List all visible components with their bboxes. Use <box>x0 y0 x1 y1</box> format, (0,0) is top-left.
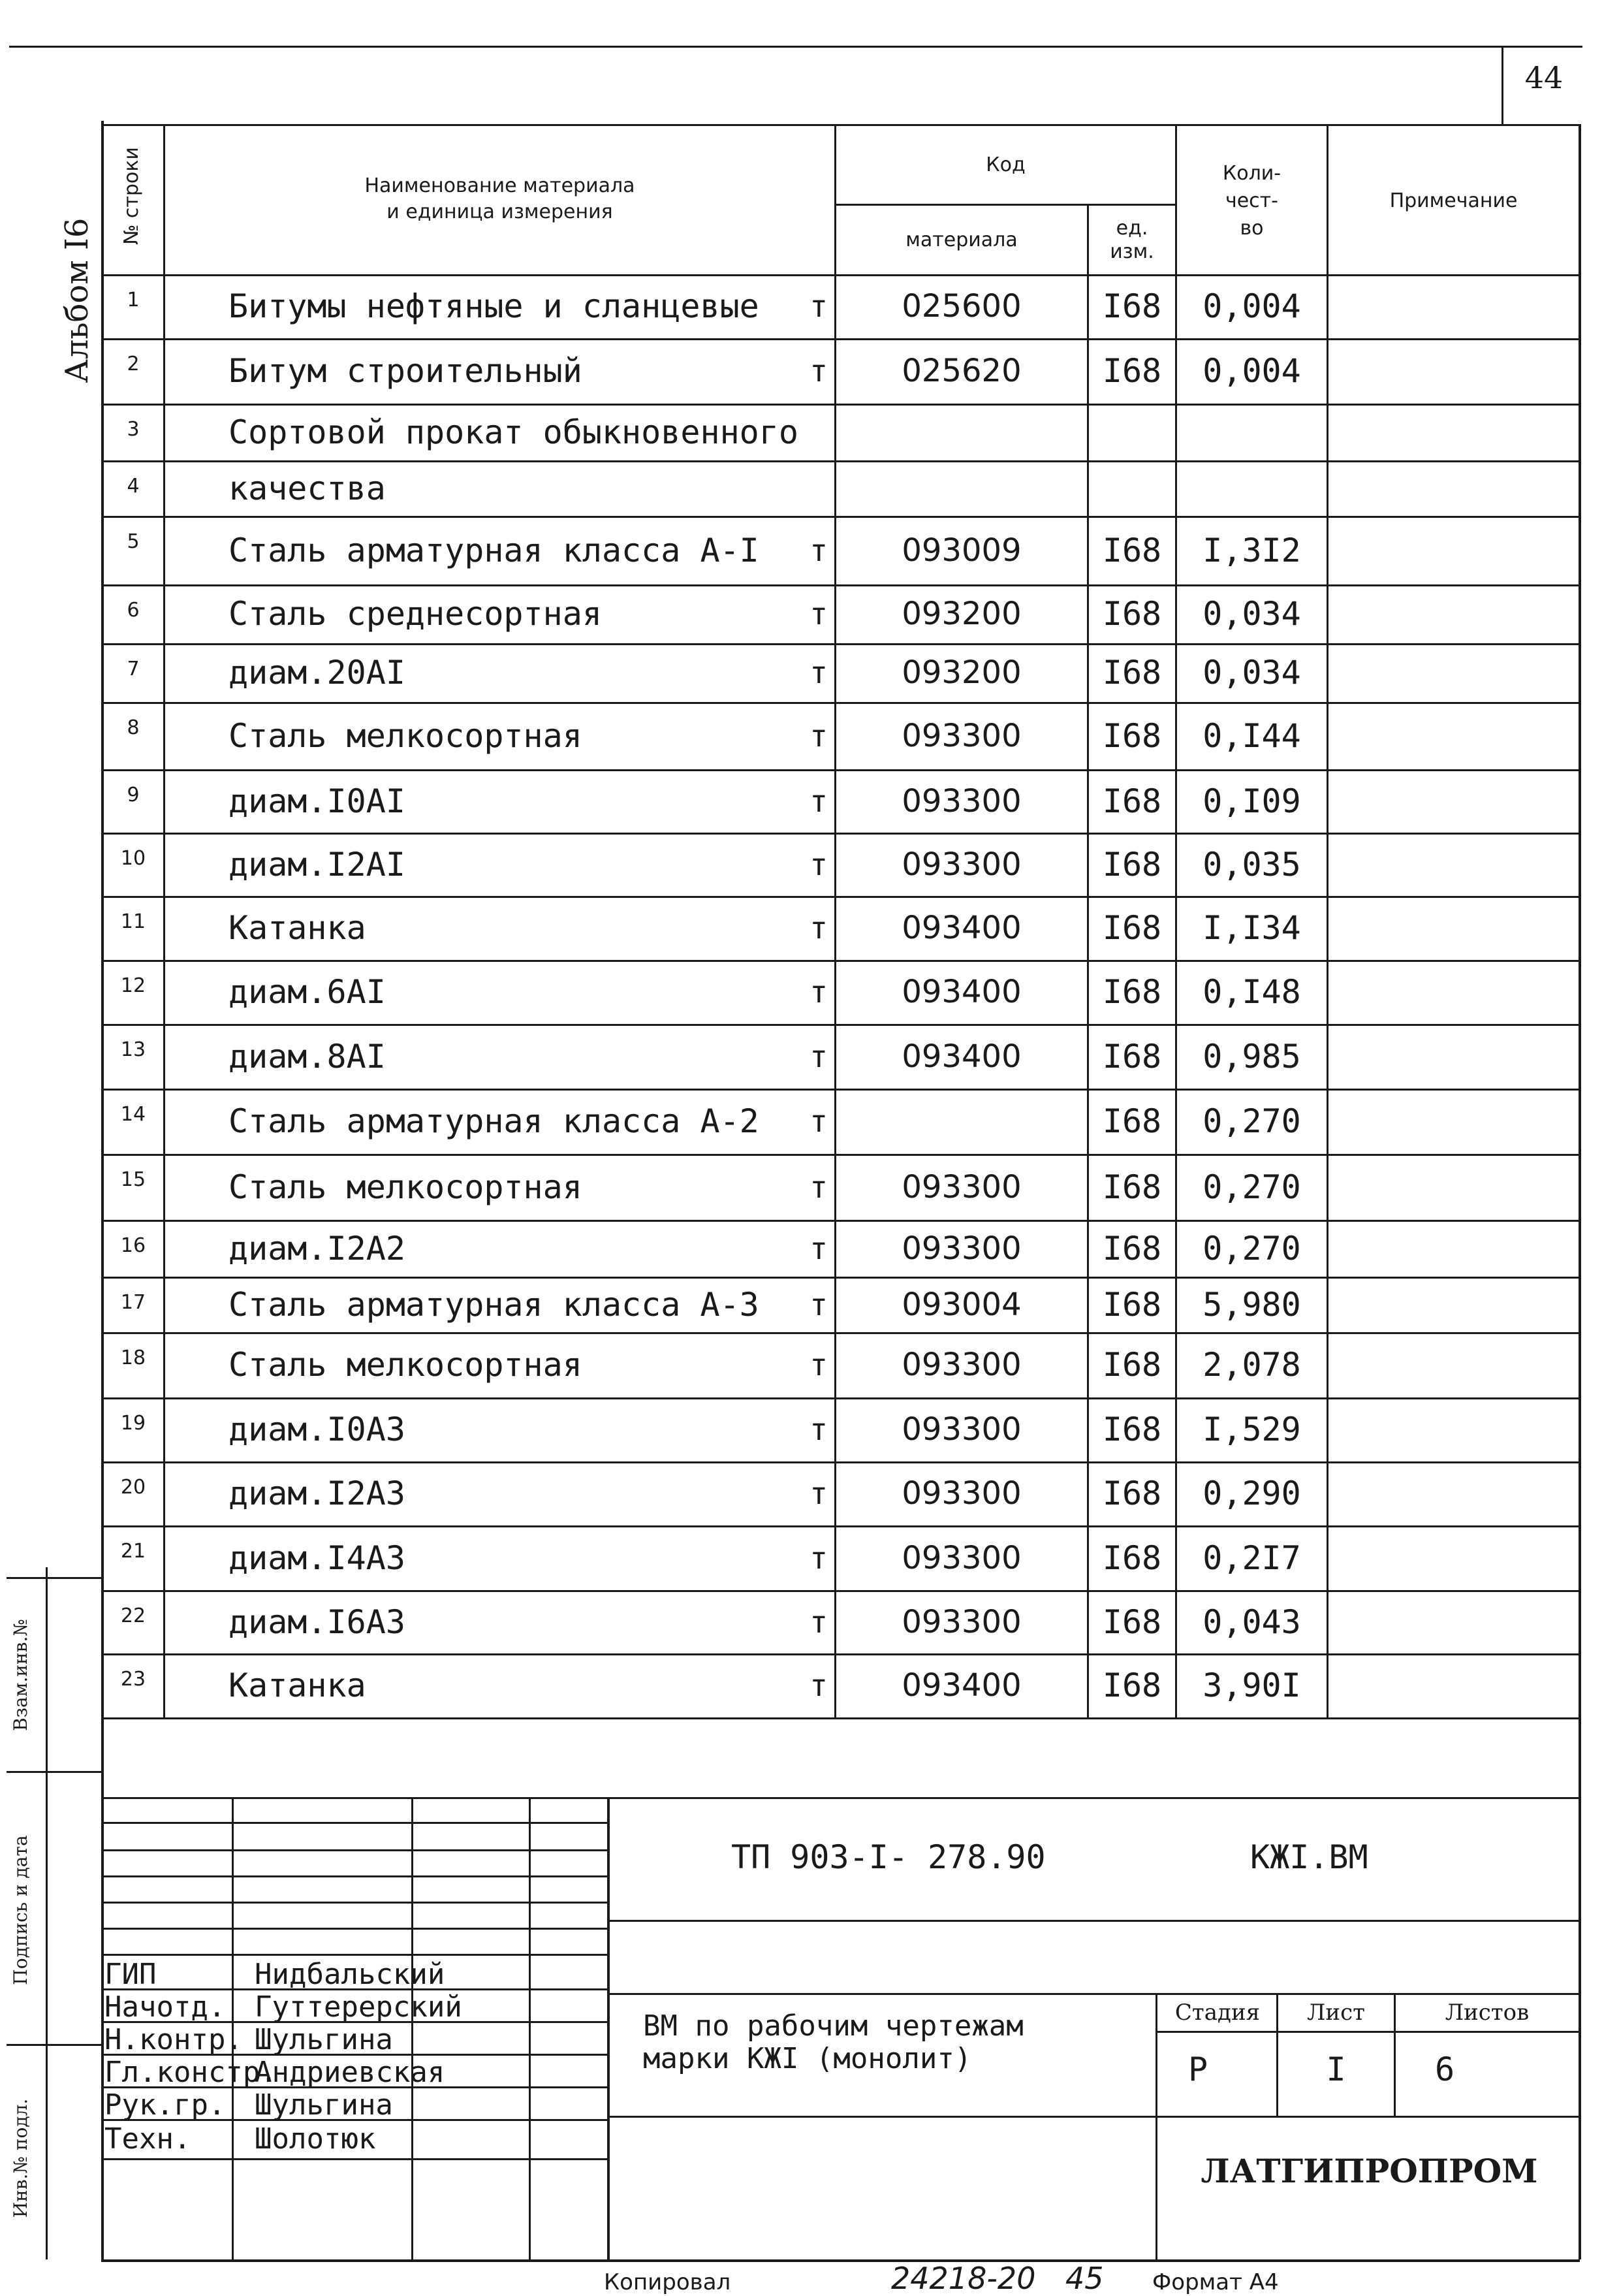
tb-doc-code-bottom <box>607 1920 1580 1922</box>
material-name: Катанка <box>228 1666 366 1704</box>
unit-of-measure: т <box>810 1104 828 1139</box>
unit-code: I68 <box>1102 1666 1162 1704</box>
unit-of-measure: т <box>810 532 828 568</box>
material-name: диам.6АI <box>228 973 386 1011</box>
row-number: 7 <box>127 658 140 680</box>
material-name: диам.I0А3 <box>228 1411 405 1448</box>
row-number: 4 <box>127 475 140 498</box>
archive-number: 24218-20 <box>891 2261 1036 2296</box>
row-number: 21 <box>120 1540 146 1563</box>
unit-code: I68 <box>1102 1102 1162 1140</box>
row-number: 12 <box>120 974 146 997</box>
quantity: 0,I48 <box>1202 973 1301 1011</box>
material-code: 025620 <box>902 353 1022 389</box>
quantity: 0,035 <box>1202 845 1301 884</box>
signature-name: Шульгина <box>255 2023 393 2056</box>
material-code: 093400 <box>902 1038 1022 1075</box>
row-number: 15 <box>120 1168 146 1191</box>
material-code: 093300 <box>902 1475 1022 1512</box>
quantity: I,3I2 <box>1202 531 1301 569</box>
quantity: 0,I09 <box>1202 782 1301 820</box>
tb-row-12 <box>101 2158 607 2160</box>
sheets-label: Листов <box>1445 2000 1530 2026</box>
material-code: 093300 <box>902 1539 1022 1576</box>
unit-code: I68 <box>1102 909 1162 947</box>
unit-code <box>1089 404 1175 460</box>
unit-of-measure: т <box>810 289 828 324</box>
unit-code: I68 <box>1102 1037 1162 1076</box>
material-name: Сталь арматурная класса А-I <box>228 531 759 569</box>
row-number: 14 <box>120 1103 146 1126</box>
header-name <box>165 127 834 271</box>
quantity: 3,90I <box>1202 1666 1301 1704</box>
tb-bottom-line <box>101 2259 1580 2262</box>
material-name: диам.I4А3 <box>228 1539 405 1577</box>
unit-of-measure: т <box>810 1668 828 1703</box>
quantity: 0,270 <box>1202 1229 1301 1268</box>
quantity: 0,985 <box>1202 1037 1301 1076</box>
material-code: 093300 <box>902 1603 1022 1640</box>
row-number: 13 <box>120 1038 146 1061</box>
material-code <box>836 404 1087 460</box>
material-name: диам.8АI <box>228 1037 386 1076</box>
unit-code: I68 <box>1102 973 1162 1011</box>
signature-role: Рук.гр. <box>104 2088 226 2122</box>
tb-row-2 <box>101 1849 607 1851</box>
material-name: диам.I0АI <box>228 782 405 820</box>
margin-div-2 <box>7 1771 101 1773</box>
table-top-line <box>101 124 1580 126</box>
material-code: 093400 <box>902 1667 1022 1704</box>
tb-row-3 <box>101 1875 607 1877</box>
row-number: 1 <box>127 289 140 311</box>
margin-div-1 <box>7 1577 101 1579</box>
material-name: качества <box>228 469 386 507</box>
unit-code: I68 <box>1102 531 1162 569</box>
material-name: Битум строительный <box>228 352 582 390</box>
tb-row-4 <box>101 1902 607 1904</box>
unit-code: I68 <box>1102 1285 1162 1324</box>
unit-of-measure: т <box>810 718 828 754</box>
stage-value: Р <box>1187 2050 1208 2088</box>
unit-code: I68 <box>1102 352 1162 390</box>
material-code: 093004 <box>902 1286 1022 1323</box>
quantity <box>1177 460 1327 516</box>
material-name: Сталь среднесортная <box>228 595 602 633</box>
row-number: 19 <box>120 1412 146 1435</box>
material-name: диам.I6А3 <box>228 1602 405 1641</box>
sheet-value: I <box>1326 2050 1346 2088</box>
page-number: 44 <box>1524 60 1564 95</box>
signature-role: Техн. <box>104 2122 191 2156</box>
quantity: 0,004 <box>1202 287 1301 325</box>
archive-sheet-number: 45 <box>1065 2261 1104 2296</box>
unit-of-measure: т <box>810 910 828 946</box>
tb-row-5 <box>101 1928 607 1930</box>
signature-name: Андриевская <box>255 2056 445 2089</box>
quantity: I,I34 <box>1202 909 1301 947</box>
unit-of-measure: т <box>810 353 828 389</box>
unit-of-measure: т <box>810 596 828 631</box>
title-block-top-line <box>101 1797 1580 1799</box>
table-bottom-line <box>101 1717 1580 1719</box>
unit-code: I68 <box>1102 1539 1162 1577</box>
quantity: 0,290 <box>1202 1475 1301 1512</box>
unit-code: I68 <box>1102 716 1162 755</box>
row-number: 22 <box>120 1604 146 1627</box>
material-name: Сталь мелкосортная <box>228 716 582 755</box>
unit-code: I68 <box>1102 1229 1162 1268</box>
tb-desc-top <box>607 1993 1580 1995</box>
sheets-value: 6 <box>1434 2050 1455 2088</box>
unit-code: I68 <box>1102 654 1162 692</box>
tb-col-2 <box>411 1797 413 2259</box>
tb-desc-bottom <box>607 2116 1580 2118</box>
row-number: 2 <box>127 353 140 375</box>
header-code <box>836 127 1175 202</box>
header-code-text: Код <box>986 153 1026 176</box>
material-code: 093009 <box>902 532 1022 569</box>
material-name: Сортовой прокат обыкновенного <box>228 413 798 451</box>
material-code: 093300 <box>902 717 1022 754</box>
row-number: 17 <box>120 1291 146 1314</box>
material-name: диам.I2А2 <box>228 1229 405 1268</box>
material-name: Сталь арматурная класса А-2 <box>228 1102 759 1140</box>
tb-col-4 <box>607 1797 610 2259</box>
unit-of-measure: т <box>810 1230 828 1266</box>
signature-name: Гуттерерский <box>255 1990 462 2024</box>
album-label: Альбом I6 <box>59 217 95 383</box>
header-code-material <box>836 206 1087 274</box>
header-code-unit <box>1089 206 1175 274</box>
row-number: 5 <box>127 530 140 553</box>
quantity: 0,004 <box>1202 352 1301 390</box>
organization-name: ЛАТГИПРОПРОМ <box>1201 2152 1538 2190</box>
row-number: 23 <box>120 1668 146 1691</box>
unit-code: I68 <box>1102 287 1162 325</box>
material-code: 093300 <box>902 782 1022 820</box>
doc-description: ВМ по рабочим чертежам марки КЖI (монолит) <box>643 2009 1024 2075</box>
material-code: 093300 <box>902 1411 1022 1448</box>
margin-inv: Инв.№ подл. <box>10 2098 31 2218</box>
quantity: 0,2I7 <box>1202 1539 1301 1577</box>
unit-code <box>1089 460 1175 516</box>
unit-of-measure: т <box>810 974 828 1010</box>
material-name: Сталь арматурная класса А-3 <box>228 1285 759 1324</box>
unit-of-measure: т <box>810 846 828 882</box>
unit-of-measure: т <box>810 1347 828 1382</box>
material-name: диам.I2А3 <box>228 1475 405 1512</box>
material-code <box>836 1089 1087 1154</box>
signature-role: ГИП <box>104 1958 157 1991</box>
header-row-no: № строки <box>120 147 143 245</box>
signature-role: Н.контр. <box>104 2023 243 2056</box>
unit-code: I68 <box>1102 1602 1162 1641</box>
signature-role: Начотд. <box>104 1990 226 2024</box>
material-name: Сталь мелкосортная <box>228 1168 582 1206</box>
row-number: 10 <box>120 847 146 870</box>
material-code: 093300 <box>902 1347 1022 1383</box>
header-note <box>1328 127 1579 274</box>
unit-of-measure <box>770 460 834 516</box>
row-number: 16 <box>120 1234 146 1257</box>
page-number-box-line <box>1501 46 1503 124</box>
signature-name: Нидбальский <box>255 1958 445 1991</box>
header-quantity-text: Коли- чест- во <box>1222 161 1281 240</box>
unit-of-measure: т <box>810 655 828 690</box>
quantity: 0,270 <box>1202 1168 1301 1206</box>
unit-code: I68 <box>1102 1346 1162 1384</box>
row-number: 18 <box>120 1347 146 1369</box>
header-note-text: Примечание <box>1389 189 1518 212</box>
quantity: I,529 <box>1202 1411 1301 1448</box>
row-number: 11 <box>120 910 146 933</box>
format-label: Формат А4 <box>1152 2269 1279 2295</box>
unit-code: I68 <box>1102 595 1162 633</box>
row-number: 6 <box>127 599 140 622</box>
unit-of-measure: т <box>810 1604 828 1640</box>
quantity <box>1177 404 1327 460</box>
material-code: 093400 <box>902 974 1022 1010</box>
margin-podpis: Подпись и дата <box>10 1835 31 1985</box>
signature-role: Гл.констр. <box>104 2056 277 2089</box>
unit-of-measure: т <box>810 783 828 819</box>
material-code: 093200 <box>902 654 1022 691</box>
margin-strip-line <box>46 1567 48 2259</box>
quantity: 5,980 <box>1202 1285 1301 1324</box>
unit-code: I68 <box>1102 1475 1162 1512</box>
material-code: 093300 <box>902 1230 1022 1267</box>
unit-of-measure: т <box>810 1169 828 1205</box>
material-name: Сталь мелкосортная <box>228 1346 582 1384</box>
unit-code: I68 <box>1102 782 1162 820</box>
quantity: 0,I44 <box>1202 716 1301 755</box>
material-code: 025600 <box>902 288 1022 325</box>
material-code: 093400 <box>902 910 1022 946</box>
row-number: 9 <box>127 784 140 806</box>
material-code: 093300 <box>902 846 1022 883</box>
tb-stage-col <box>1155 1993 1157 2259</box>
row-number: 20 <box>120 1476 146 1499</box>
sheet-label: Лист <box>1307 2000 1365 2026</box>
row-number: 8 <box>127 716 140 739</box>
quantity: 2,078 <box>1202 1346 1301 1384</box>
material-name: диам.I2АI <box>228 845 405 884</box>
unit-of-measure: т <box>810 1286 828 1322</box>
quantity: 0,270 <box>1202 1102 1301 1140</box>
material-name: диам.20АI <box>228 654 405 692</box>
unit-code: I68 <box>1102 1411 1162 1448</box>
frame-right-line <box>1579 124 1581 2259</box>
signature-name: Шульгина <box>255 2088 393 2122</box>
material-code: 093300 <box>902 1168 1022 1205</box>
quantity: 0,034 <box>1202 654 1301 692</box>
quantity: 0,034 <box>1202 595 1301 633</box>
col-line-name <box>163 124 165 1717</box>
margin-vzam: Взам.инв.№ <box>10 1619 31 1731</box>
unit-code: I68 <box>1102 1168 1162 1206</box>
material-name: Битумы нефтяные и сланцевые <box>228 287 759 325</box>
material-name: Катанка <box>228 909 366 947</box>
copied-label: Копировал <box>604 2269 731 2295</box>
unit-code: I68 <box>1102 845 1162 884</box>
margin-div-3 <box>7 2044 101 2046</box>
tb-col-3 <box>529 1797 531 2259</box>
col-line-note <box>1327 124 1328 1717</box>
unit-of-measure: т <box>810 1412 828 1447</box>
header-name-text: Наименование материала и единица измерения <box>364 174 635 223</box>
doc-code: ТП 903-I- 278.90 <box>731 1838 1046 1876</box>
material-code: 093200 <box>902 596 1022 632</box>
unit-of-measure <box>770 404 834 460</box>
doc-mark: КЖI.ВМ <box>1250 1838 1368 1876</box>
header-code-unit-text: ед. изм. <box>1110 216 1154 263</box>
header-quantity <box>1177 127 1327 274</box>
tb-row-1 <box>101 1822 607 1824</box>
unit-of-measure: т <box>810 1476 828 1511</box>
top-border-line <box>9 46 1582 48</box>
tb-stage-label-line <box>1155 2031 1580 2033</box>
tb-row-6 <box>101 1954 607 1956</box>
quantity: 0,043 <box>1202 1602 1301 1641</box>
stage-label: Стадия <box>1174 2000 1261 2026</box>
unit-of-measure: т <box>810 1540 828 1576</box>
unit-of-measure: т <box>810 1038 828 1074</box>
row-number: 3 <box>127 418 140 441</box>
signature-name: Шолотюк <box>255 2122 376 2156</box>
header-code-material-text: материала <box>905 228 1018 251</box>
material-code <box>836 460 1087 516</box>
